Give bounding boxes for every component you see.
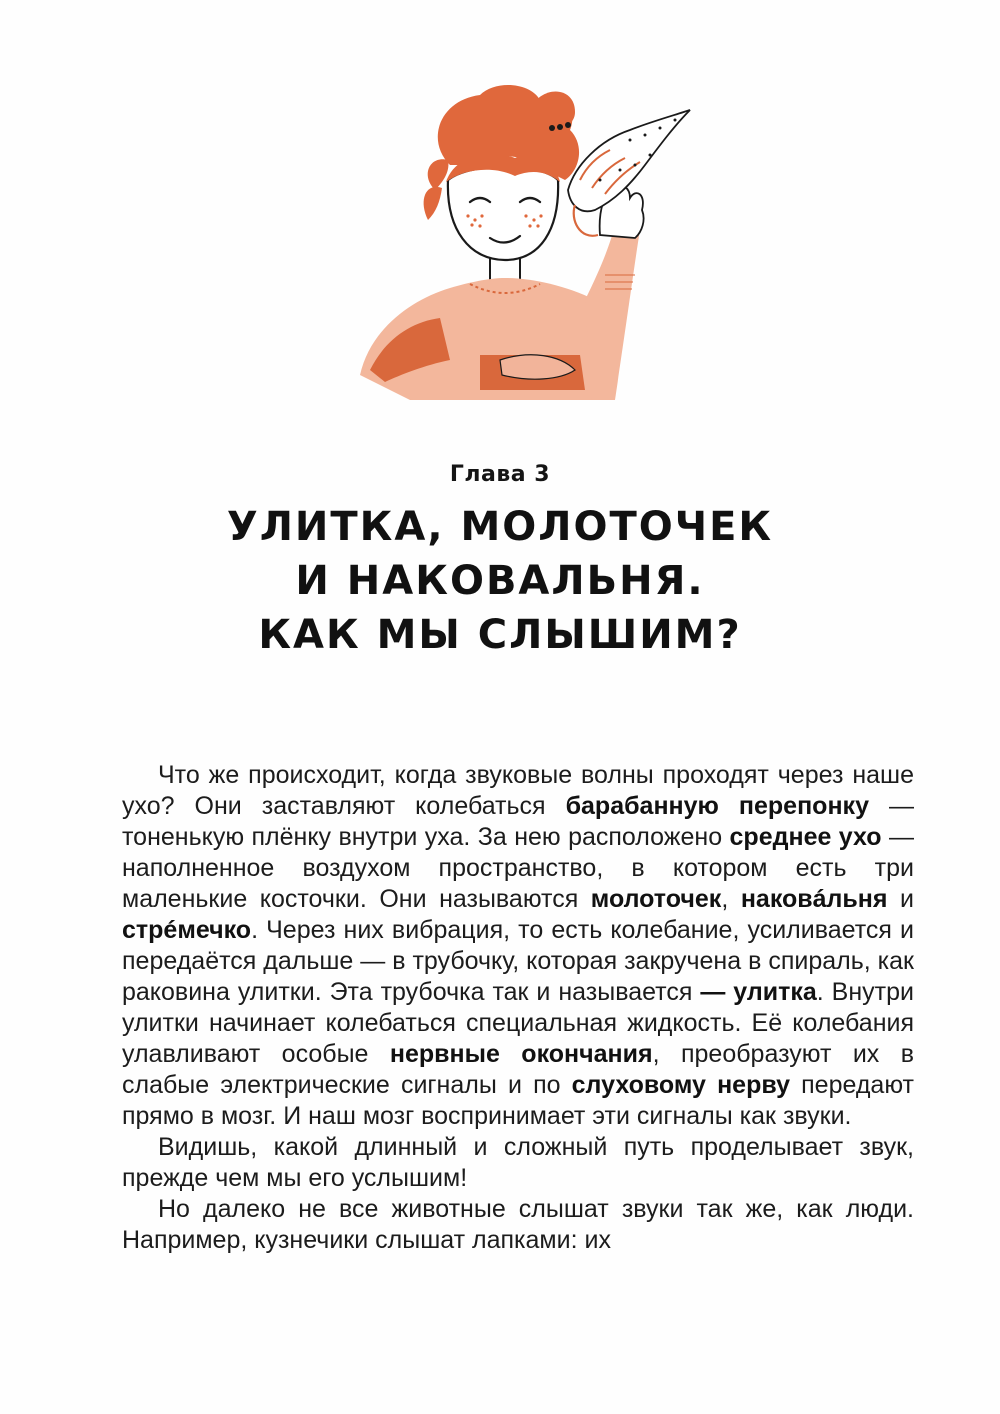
text-run: — тоненькую плёнку внутри уха. За нею расположено <box>122 792 914 851</box>
paragraph <box>122 1194 914 1256</box>
chapter-title-line: КАК МЫ СЛЫШИМ? <box>258 612 742 658</box>
bold-term: стрéмечко <box>122 916 252 944</box>
chapter-title <box>0 500 1000 662</box>
text-run: — наполненное воздухом пространство, в котором есть три маленькие косточки. Они называются <box>122 823 914 913</box>
bold-term: молоточек <box>590 885 722 913</box>
text-run: Но далеко не все животные слышат звуки так же, как люди. Например, кузнечики слышат лапками: их <box>122 1195 914 1254</box>
body-text <box>122 760 914 1256</box>
text-run: , преобразуют их в слабые электрические сигналы и по <box>122 1040 914 1099</box>
paragraph <box>122 1132 914 1194</box>
girl-with-seashell-illustration <box>330 70 710 415</box>
bold-term: нервные окончания <box>389 1040 653 1068</box>
text-run: Что же происходит, когда звуковые волны проходят через наше ухо? Они заставляют колебаться <box>122 761 914 820</box>
raised-arm-shape <box>585 225 640 400</box>
text-run: и <box>887 885 914 913</box>
chapter-title-line: И НАКОВАЛЬНЯ. <box>295 558 705 604</box>
face-shape <box>448 167 558 261</box>
bold-term: среднее ухо <box>729 823 882 851</box>
paragraph <box>122 760 914 1132</box>
bold-term: слуховому нерву <box>571 1071 790 1099</box>
chapter-title-line: УЛИТКА, МОЛОТОЧЕК <box>226 504 774 550</box>
text-run: . Внутри улитки начинает колебаться специальная жидкость. Её колебания улавливают особые <box>122 978 914 1068</box>
text-run: . Через них вибрация, то есть колебание, усиливается и передаётся дальше — в трубочку, которая закручена в спираль, как раковина улитки. Эта трубочка так и называется <box>122 916 914 1006</box>
chapter-label: Глава 3 <box>449 462 551 487</box>
bold-term: барабанную перепонку <box>565 792 869 820</box>
text-run: передают прямо в мозг. И наш мозг воспринимает эти сигналы как звуки. <box>122 1071 914 1130</box>
bold-term: наковáльня <box>740 885 888 913</box>
bold-term: — улитка <box>700 978 817 1006</box>
text-run: , <box>721 885 741 913</box>
text-run: Видишь, какой длинный и сложный путь проделывает звук, прежде чем мы его услышим! <box>122 1133 914 1192</box>
